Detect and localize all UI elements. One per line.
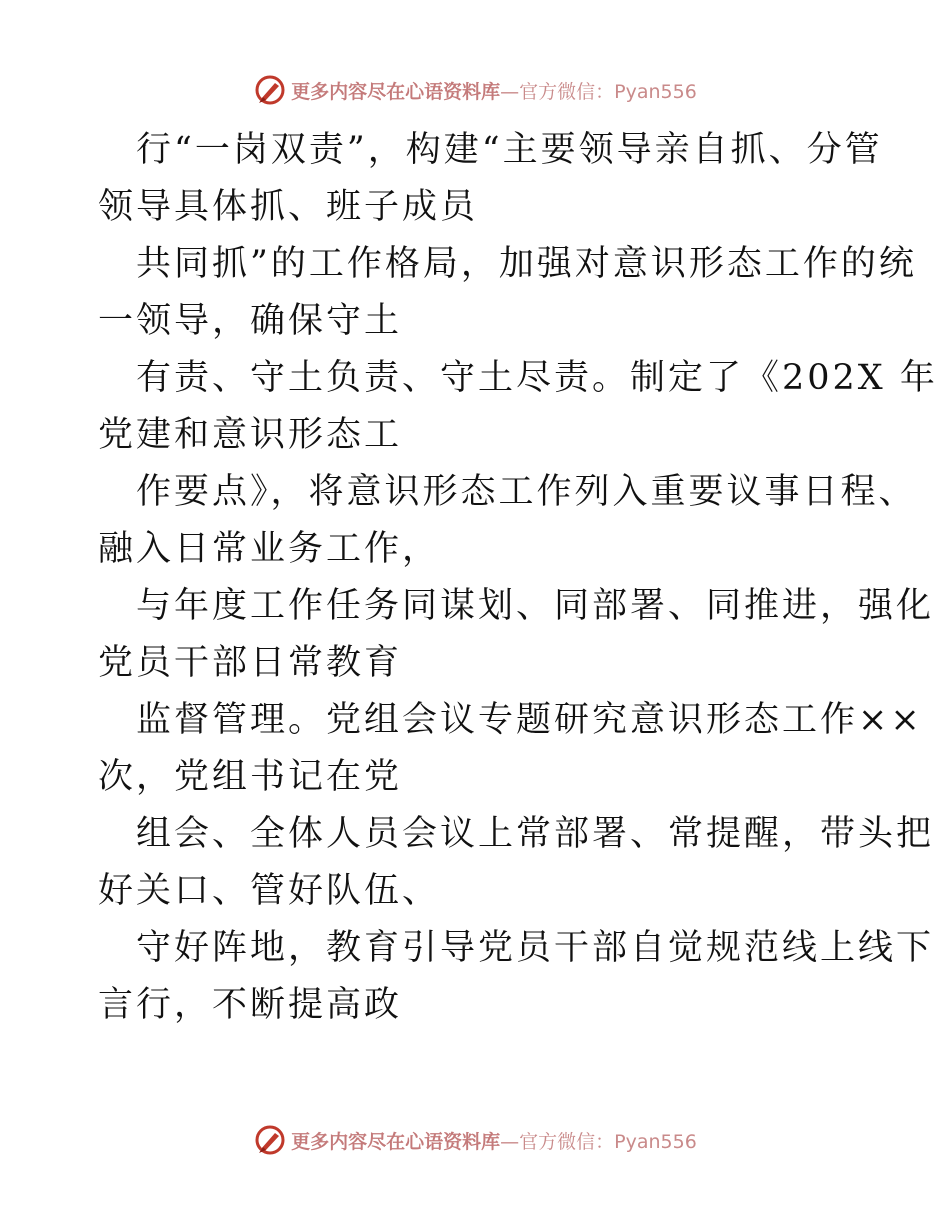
text-line: 融入日常业务工作， xyxy=(98,529,441,569)
text-line: 好关口、管好队伍、 xyxy=(98,871,441,911)
footer-site-text: 更多内容尽在心语资料库 xyxy=(291,1130,501,1153)
text-line: 一领导，确保守土 xyxy=(98,301,403,341)
text-line: 有责、守土负责、守土尽责。制定了《202X 年 xyxy=(136,358,938,398)
pen-logo-icon xyxy=(253,73,287,107)
footer-banner xyxy=(0,1120,950,1160)
text-line: 监督管理。党组会议专题研究意识形态工作×× xyxy=(136,700,923,740)
text-line: 守好阵地，教育引导党员干部自觉规范线上线下 xyxy=(136,928,935,968)
text-line: 言行，不断提高政 xyxy=(98,985,403,1025)
header-contact-text: 官方微信：Pyan556 xyxy=(519,80,697,103)
document-body xyxy=(98,122,938,1034)
text-line: 组会、全体人员会议上常部署、常提醒，带头把 xyxy=(136,814,935,854)
text-line: 领导具体抓、班子成员 xyxy=(98,187,479,227)
text-line: 行“一岗双责”，构建“主要领导亲自抓、分管 xyxy=(136,130,883,170)
pen-logo-icon xyxy=(253,1123,287,1157)
header-site-text: 更多内容尽在心语资料库 xyxy=(291,80,501,103)
text-line: 党建和意识形态工 xyxy=(98,415,403,455)
header-dash: — xyxy=(500,80,520,103)
text-line: 次，党组书记在党 xyxy=(98,757,403,797)
paragraph xyxy=(98,122,938,1034)
footer-dash: — xyxy=(500,1130,520,1153)
text-line: 共同抓”的工作格局，加强对意识形态工作的统 xyxy=(136,244,917,284)
text-line: 党员干部日常教育 xyxy=(98,643,403,683)
text-line: 作要点》，将意识形态工作列入重要议事日程、 xyxy=(136,472,917,512)
text-line: 与年度工作任务同谋划、同部署、同推进，强化 xyxy=(136,586,935,626)
header-banner xyxy=(0,70,950,110)
footer-banner-text xyxy=(291,1127,697,1154)
header-banner-text xyxy=(291,77,697,104)
footer-contact-text: 官方微信：Pyan556 xyxy=(519,1130,697,1153)
